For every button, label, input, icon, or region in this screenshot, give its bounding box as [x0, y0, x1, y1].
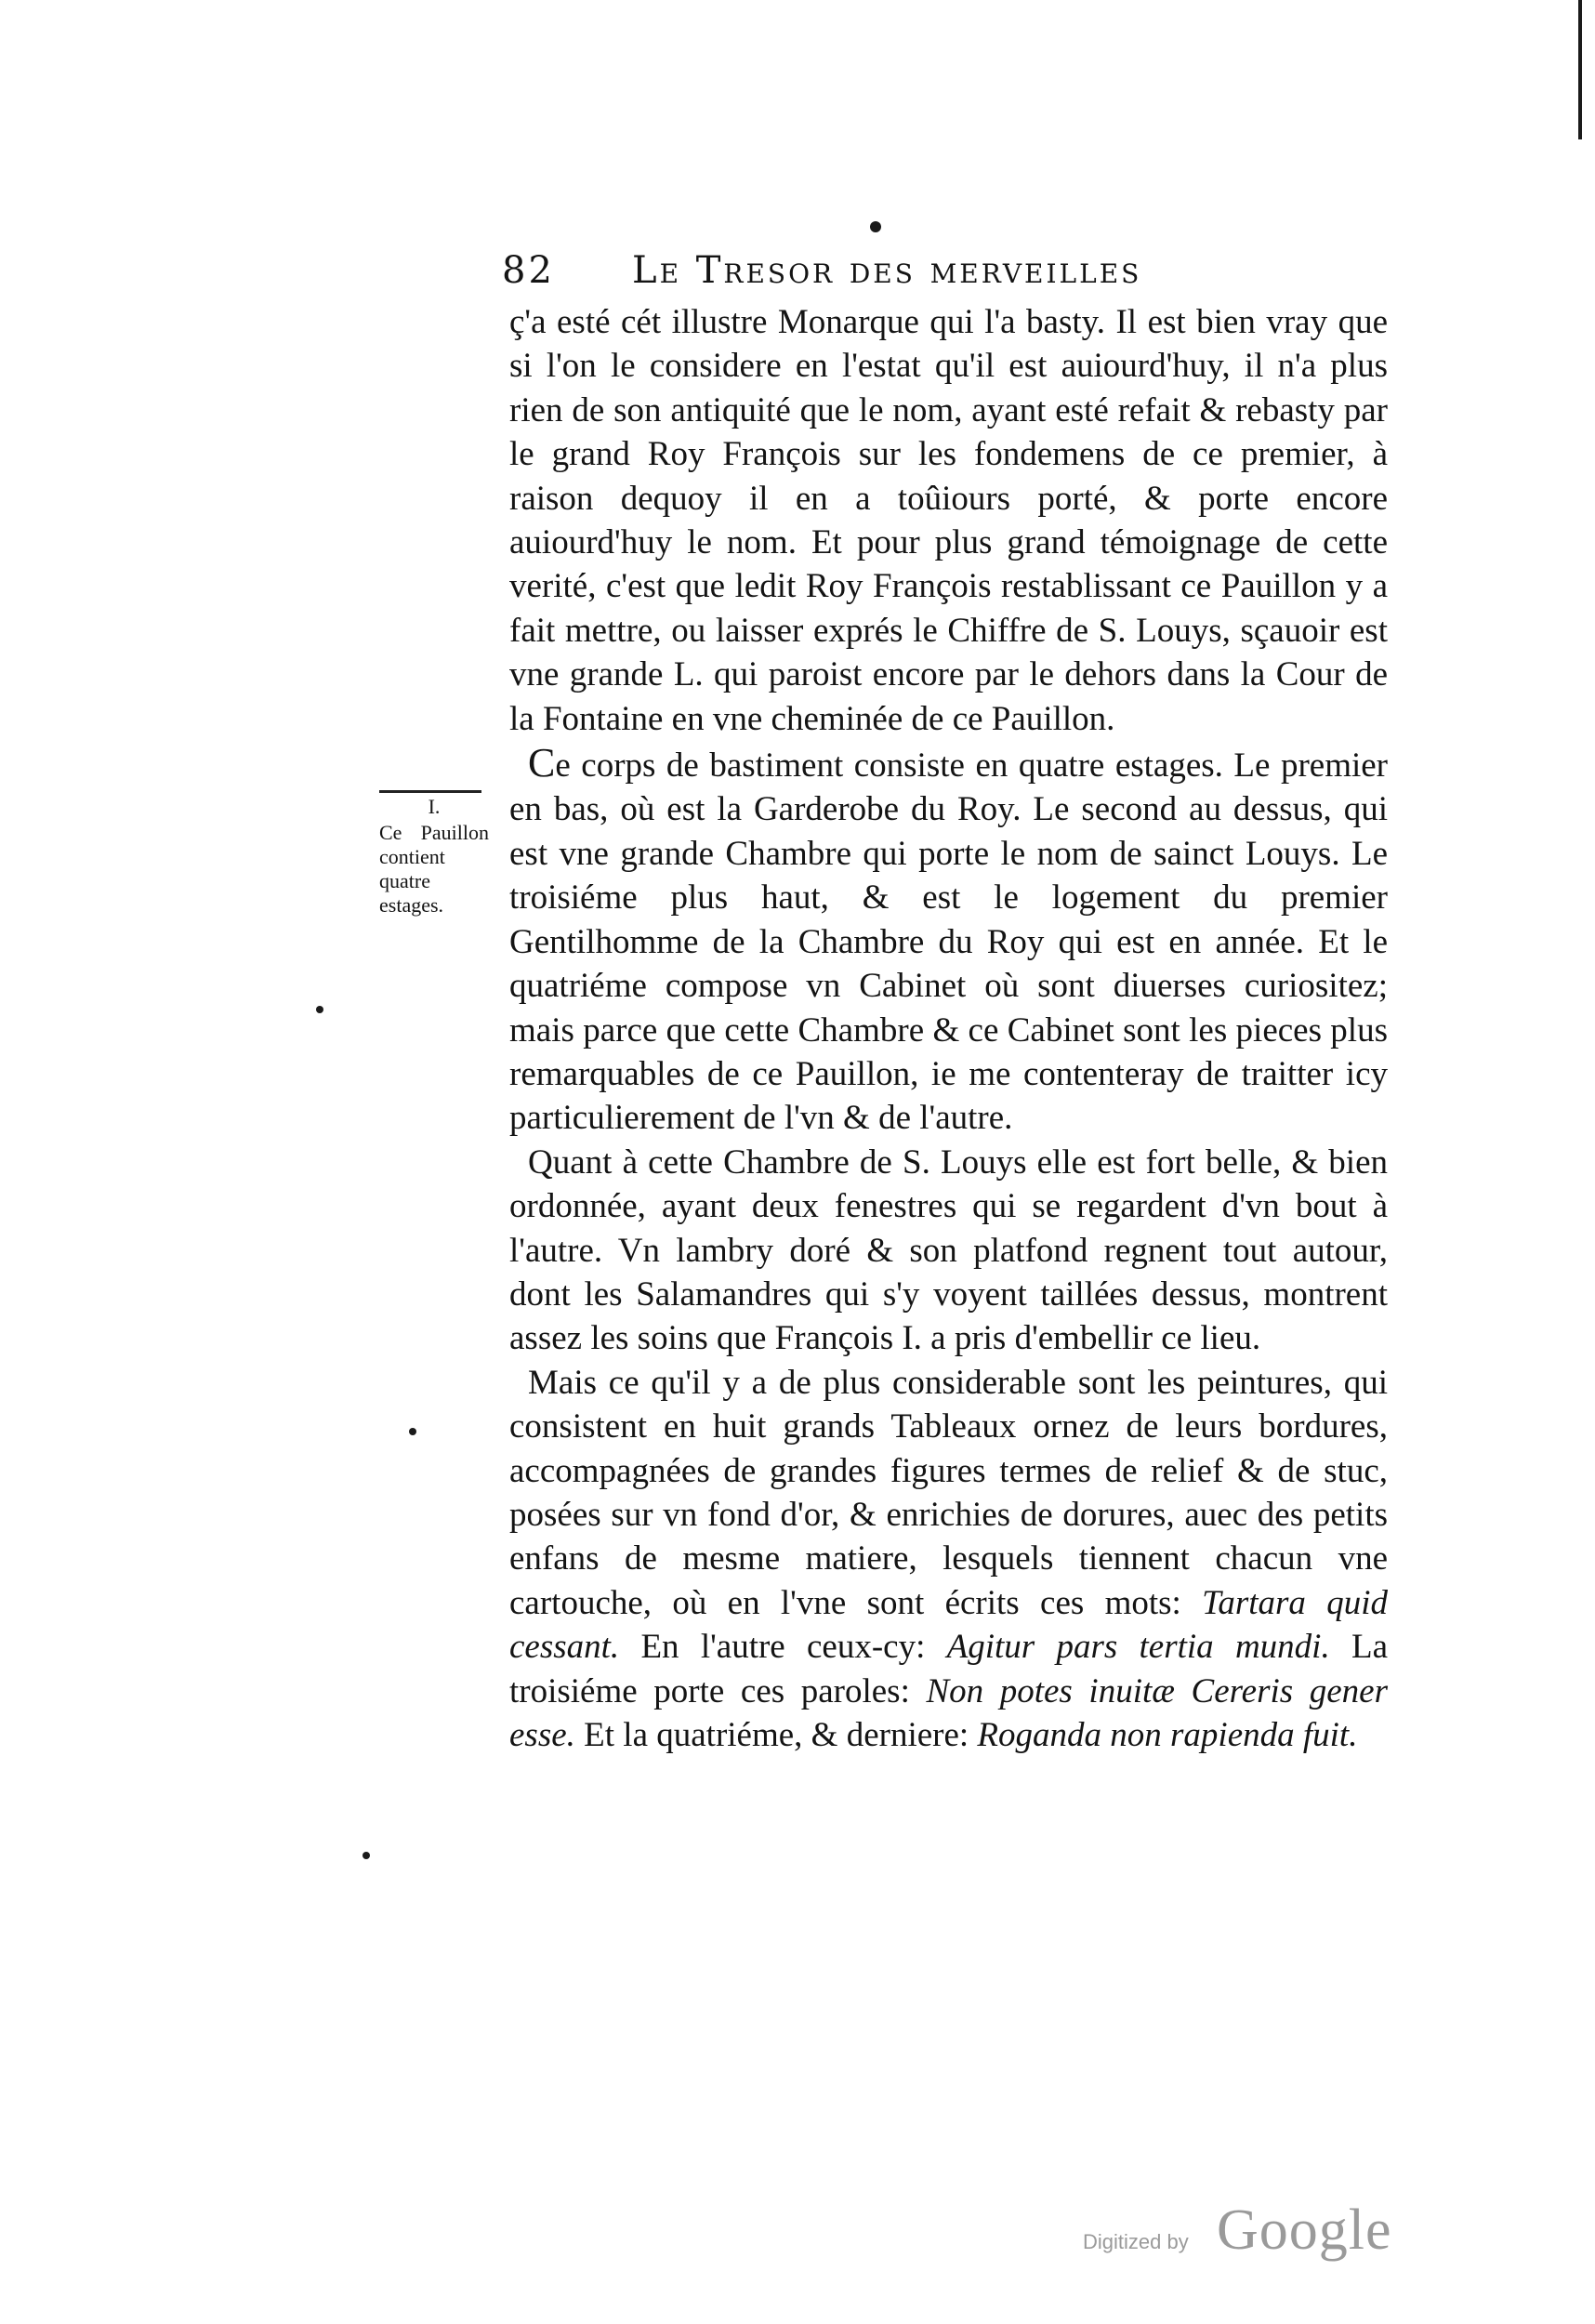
page-number: 82	[502, 249, 555, 292]
page-edge-shadow	[1578, 0, 1582, 139]
inscription-4: Roganda non rapienda fuit.	[977, 1716, 1358, 1754]
margin-note-text: Ce Pauillon contient quatre estages.	[379, 821, 489, 917]
paragraph-4-connector-1: En l'autre ceux-cy:	[619, 1628, 947, 1667]
ink-speck	[316, 1006, 323, 1013]
paragraph-2: Ce corps de bastiment consiste en quatre estages. Le premier en bas, où est la Garderobe du Roy. Le second au dessus, qui est vne grande Chambre qui porte le nom de sainct Louys. Le troisiéme plus haut, & est le logement du premier Gentilhomme de la Chambre du Roy qui est en année. Et le quatriéme compose vn Cabinet où sont diuerses curiositez; mais parce que cette Chambre & ce Cabinet sont les pieces plus remarquables de ce Pauillon, ie me contenteray de traitter icy particulierement de l'vn & de l'autre.	[509, 740, 1388, 1138]
paragraph-3: Quant à cette Chambre de S. Louys elle est fort belle, & bien ordonnée, ayant deux fenestres qui se regardent d'vn bout à l'autre. Vn lambry doré & son platfond regnent tout autour, dont les Salamandres qui s'y voyent taillées dessus, montrent assez les soins que François I. a pris d'embellir ce lieu.	[509, 1142, 1388, 1358]
google-logo: Google	[1217, 2199, 1392, 2262]
inscription-3: Non potes inuitæ Cereris gener esse.	[509, 1671, 1388, 1754]
paragraph-4	[509, 1361, 1388, 1758]
margin-rule	[379, 790, 481, 793]
paragraph-4-connector-3: Et la quatriéme, & derniere:	[574, 1716, 978, 1754]
margin-note	[379, 790, 489, 918]
body-text	[509, 300, 1388, 1757]
ink-speck	[362, 1852, 370, 1859]
paragraph-4-connector-2: La troisiéme porte ces paroles:	[509, 1628, 1388, 1710]
margin-note-number: I.	[428, 795, 441, 818]
running-head	[502, 249, 1255, 296]
ink-speck	[870, 221, 881, 232]
paragraph-1: ç'a esté cét illustre Monarque qui l'a basty. Il est bien vray que si l'on le considere en l'estat qu'il est auiourd'huy, il n'a plus rien de son antiquité que le nom, ayant esté refait & rebasty par le grand Roy François sur les fondemens de ce premier, à raison dequoy il en a toûiours porté, & porte encore auiourd'huy le nom. Et pour plus grand témoignage de cette verité, c'est que ledit Roy François restablissant ce Pauillon y a fait mettre, ou laisser exprés le Chiffre de S. Louys, sçauoir est vne grande L. qui paroist encore par le dehors dans la Cour de la Fontaine en vne cheminée de ce Pauillon.	[509, 303, 1388, 738]
inscription-2: Agitur pars tertia mundi.	[946, 1628, 1330, 1667]
running-title: Le Tresor des merveilles	[632, 249, 1142, 292]
inscription-1: Tartara quid cessant.	[509, 1583, 1388, 1667]
ink-speck	[409, 1428, 416, 1435]
digitized-watermark	[1083, 2199, 1417, 2264]
digitized-by-label: Digitized by	[1083, 2230, 1189, 2253]
paragraph-4-intro: Mais ce qu'il y a de plus considerable sont les peintures, qui consistent en huit grands Tableaux ornez de leurs bordures, accompagnées de grandes figures termes de relief & de stuc, posées sur vn fond d'or, & enrichies de dorures, auec des petits enfans de mesme matiere, lesquels tiennent chacun vne cartouche, où en l'vne sont écrits ces mots:	[509, 1363, 1388, 1622]
